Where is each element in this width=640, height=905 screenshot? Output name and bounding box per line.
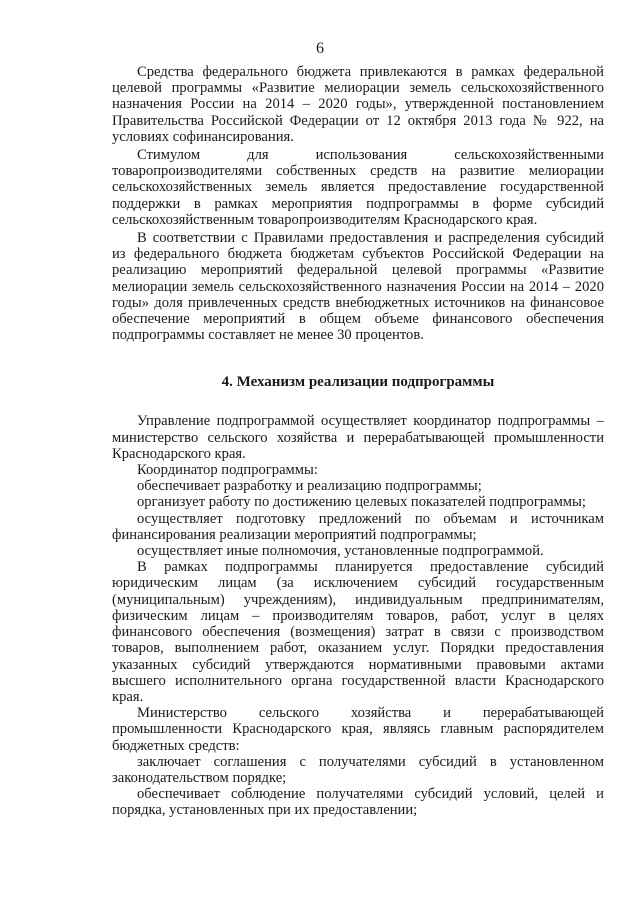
paragraph-federal-budget: Средства федерального бюджета привлекаются в рамках федеральной целевой программы «Развитие мелиорации земель сельскохозяйственного назначения России на 2014 – 2020 годы», утвержденной постановлением Правительства Российской Федерации от 12 октября 2013 года № 922, на условиях софинансирования. — [112, 64, 604, 145]
list-item: заключает соглашения с получателями субсидий в установленном законодательством порядке; — [112, 753, 604, 786]
paragraph-coordinator: Координатор подпрограммы: — [137, 462, 318, 479]
list-item: обеспечивает разработку и реализацию подпрограммы; — [137, 478, 482, 495]
paragraph-incentive: Стимулом для использования сельскохозяйственными товаропроизводителями собственных средств на развитие мелиорации сельскохозяйственных земель является предоставление государственной поддержки в рамках мероприятия подпрограммы в форме субсидий сельскохозяйственным товаропроизводителям Краснодарского края. — [112, 147, 604, 228]
list-item: осуществляет иные полномочия, установленные подпрограммой. — [137, 543, 544, 560]
section-title: 4. Механизм реализации подпрограммы — [221, 374, 495, 391]
paragraph-ministry: Министерство сельского хозяйства и перерабатывающей промышленности Краснодарского края, являясь главным распорядителем бюджетных средств: — [112, 705, 604, 754]
paragraph-subsidies-plan: В рамках подпрограммы планируется предоставление субсидий юридическим лицам (за исключением субсидий государственным (муниципальным) учреждениям), индивидуальным предпринимателям, физическим лицам – производителям товаров, работ, услуг в целях финансового обеспечения (возмещения) затрат в связи с производством товаров, выполнением работ, оказанием услуг. Порядки предоставления указанных субсидий утверждаются нормативными правовыми актами высшего исполнительного органа государственной власти Краснодарского края. — [112, 559, 604, 705]
paragraph-rules-subsidies: В соответствии с Правилами предоставления и распределения субсидий из федерального бюджета бюджетам субъектов Российской Федерации на реализацию мероприятий федеральной целевой программы «Развитие мелиорации земель сельскохозяйственного назначения России на 2014 – 2020 годы» доля привлеченных средств внебюджетных источников на финансовое обеспечение мероприятий в общем объеме финансового обеспечения подпрограммы составляет не менее 30 процентов. — [112, 230, 604, 344]
paragraph-management: Управление подпрограммой осуществляет координатор подпрограммы – министерство сельского хозяйства и перерабатывающей промышленности Краснодарского края. — [112, 413, 604, 462]
page-number: 6 — [316, 40, 324, 57]
document-body — [112, 64, 604, 819]
list-item: обеспечивает соблюдение получателями субсидий условий, целей и порядка, установленных при их предоставлении; — [112, 786, 604, 819]
list-item: организует работу по достижению целевых показателей подпрограммы; — [137, 494, 586, 511]
list-item: осуществляет подготовку предложений по объемам и источникам финансирования реализации мероприятий подпрограммы; — [112, 510, 604, 543]
